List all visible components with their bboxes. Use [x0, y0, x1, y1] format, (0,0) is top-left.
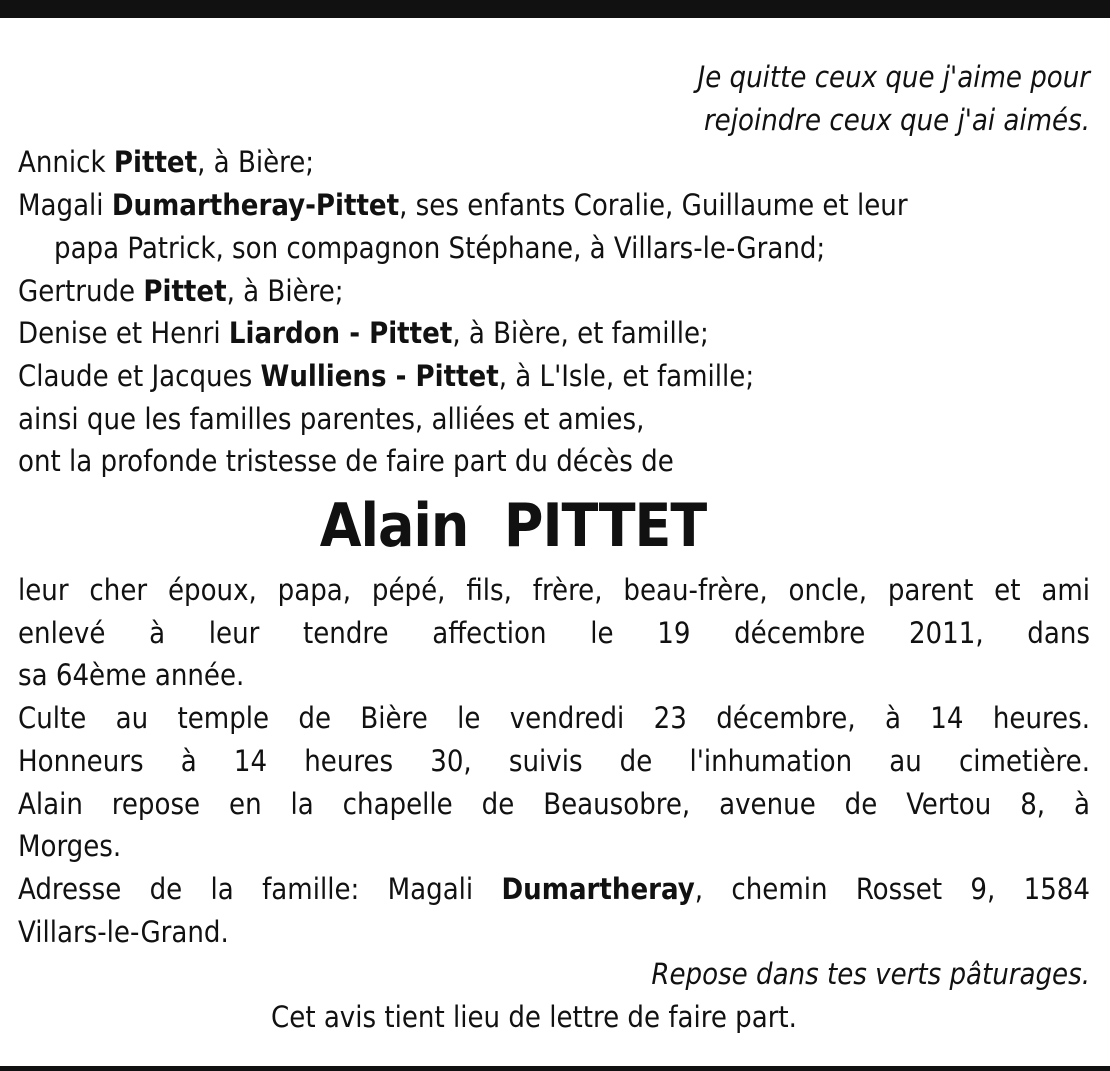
details-line-4: Culte au temple de Bière le vendredi 23 décembre, à 14 heures.	[18, 701, 1090, 736]
epigraph-line-2: rejoindre ceux que j'ai aimés.	[703, 102, 1090, 137]
obituary-notice	[18, 56, 1090, 1039]
deceased-name: Alain PITTET	[319, 491, 707, 562]
family-member-magali-continuation: papa Patrick, son compagnon Stéphane, à Villars-le-Grand;	[54, 230, 826, 265]
family-member-wulliens: Claude et Jacques Wulliens - Pittet, à L'Isle, et famille;	[18, 358, 755, 393]
epigraph-line-1: Je quitte ceux que j'aime pour	[697, 60, 1090, 94]
details-line-2: enlevé à leur tendre affection le 19 décembre 2011, dans	[18, 615, 1090, 650]
family-member-liardon: Denise et Henri Liardon - Pittet, à Bière, et famille;	[18, 316, 709, 351]
family-address-line-2: Villars-le-Grand.	[18, 914, 229, 949]
details-line-1: leur cher époux, papa, pépé, fils, frère, beau-frère, oncle, parent et ami	[18, 573, 1090, 608]
family-address-line-1: Adresse de la famille: Magali Dumartheray, chemin Rosset 9, 1584	[18, 871, 1091, 906]
intro-line-2: ont la profonde tristesse de faire part du décès de	[18, 444, 674, 479]
family-member-gertrude: Gertrude Pittet, à Bière;	[18, 273, 344, 308]
notice-line: Cet avis tient lieu de lettre de faire part.	[271, 1000, 797, 1035]
details-line-7: Morges.	[18, 829, 122, 864]
closing-verse: Repose dans tes verts pâturages.	[651, 957, 1090, 992]
details-line-5: Honneurs à 14 heures 30, suivis de l'inhumation au cimetière.	[18, 743, 1090, 778]
family-member-annick: Annick Pittet, à Bière;	[18, 145, 315, 180]
bottom-border-rule	[0, 1066, 1110, 1071]
top-border-rule	[0, 0, 1110, 18]
family-member-magali: Magali Dumartheray-Pittet, ses enfants Coralie, Guillaume et leur	[18, 188, 908, 223]
intro-line-1: ainsi que les familles parentes, alliées et amies,	[18, 401, 645, 436]
details-line-3: sa 64ème année.	[18, 658, 245, 693]
details-line-6: Alain repose en la chapelle de Beausobre, avenue de Vertou 8, à	[18, 786, 1090, 821]
